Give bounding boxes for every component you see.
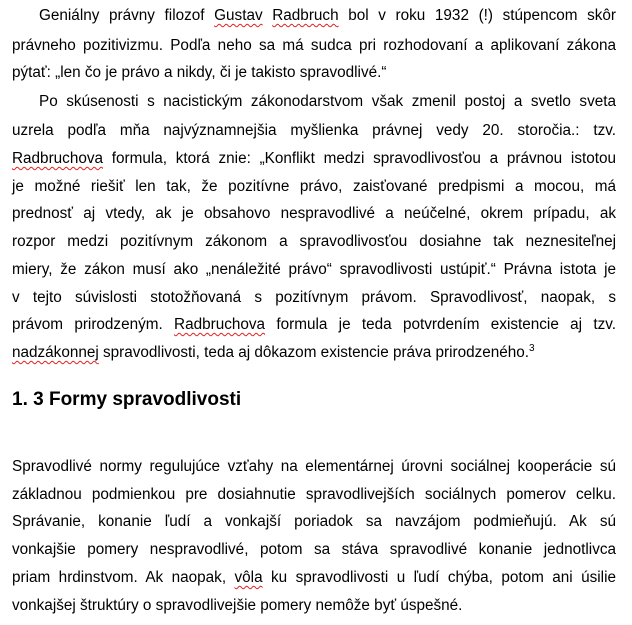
paragraph3-line3: Správanie, konanie ľudí a vonkajší poriadok sa navzájom podmieňujú. Ak sú bbox=[12, 513, 616, 530]
spellcheck-word: vôla bbox=[234, 569, 263, 586]
text-run bbox=[263, 7, 273, 24]
paragraph2-line5: prednosť aj vtedy, ak je obsahovo nespravodlivé a neúčelné, okrem prípadu, ak bbox=[12, 205, 616, 222]
paragraph2-line2: uzrela podľa mňa najvýznamnejšia myšlienka právnej vedy 20. storočia.: tzv. bbox=[12, 122, 616, 139]
text-run: formula, ktorá znie: „Konflikt medzi spravodlivosťou a právnou istotou bbox=[103, 150, 616, 167]
section-heading: 1. 3 Formy spravodlivosti bbox=[12, 389, 242, 410]
spellcheck-word: nadzákonnej bbox=[12, 344, 99, 361]
paragraph2-line9 bbox=[12, 314, 616, 336]
text-run: formula je teda potvrdením existencie aj tzv. bbox=[265, 316, 617, 333]
footnote-reference[interactable]: 3 bbox=[529, 343, 535, 354]
paragraph1-line3: pýtať: „len čo je právo a nikdy, či je takisto spravodlivé.“ bbox=[12, 64, 387, 81]
text-run: ku spravodlivosti u ľudí chýba, potom ani úsilie bbox=[262, 569, 616, 586]
text-run: priam hrdinstvom. Ak naopak, bbox=[12, 569, 235, 586]
paragraph2-line8: v tejto súvislosti stotožňovaná s pozitívnym právom. Spravodlivosť, naopak, s bbox=[12, 289, 616, 306]
spellcheck-word: Radbruchova bbox=[12, 150, 103, 167]
text-run: bol v roku 1932 (!) stúpencom skôr bbox=[338, 7, 617, 24]
paragraph2-line1: Po skúsenosti s nacistickým zákonodarstvom však zmenil postoj a svetlo sveta bbox=[39, 93, 616, 110]
paragraph3-line2: základnou podmienkou pre dosiahnutie spravodlivejších sociálnych pomerov celku. bbox=[12, 486, 616, 503]
spellcheck-word: Gustav bbox=[214, 7, 263, 24]
text-run: spravodlivosti, teda aj dôkazom existencie práva prirodzeného. bbox=[98, 344, 530, 361]
paragraph3-line6: vonkajšej štruktúry o spravodlivejšie pomery nemôže byť úspešné. bbox=[12, 597, 463, 614]
paragraph1-line2: právneho pozitivizmu. Podľa neho sa má sudca pri rozhodovaní a aplikovaní zákona bbox=[12, 37, 616, 54]
paragraph3-line5 bbox=[12, 567, 616, 589]
paragraph2-line10 bbox=[12, 342, 616, 364]
text-run: právom prirodzeným. bbox=[12, 316, 175, 333]
text-run: Geniálny právny filozof bbox=[39, 7, 215, 24]
paragraph2-line7: miery, že zákon musí ako „nenáležité právo“ spravodlivosti ustúpiť.“ Právna istota je bbox=[12, 261, 616, 278]
paragraph2-line3 bbox=[12, 148, 616, 170]
paragraph2-line4: je možné riešiť len tak, že pozitívne právo, zaisťované predpismi a mocou, má bbox=[12, 178, 616, 195]
paragraph3-line1: Spravodlivé normy regulujúce vzťahy na elementárnej úrovni sociálnej kooperácie sú bbox=[12, 458, 616, 475]
spellcheck-word: Radbruchova bbox=[174, 316, 266, 333]
paragraph3-line4: vonkajšie pomery nespravodlivé, potom sa stáva spravodlivé konanie jednotlivca bbox=[12, 541, 616, 558]
paragraph1-line1 bbox=[39, 5, 616, 27]
spellcheck-word: Radbruch bbox=[272, 7, 339, 24]
paragraph2-line6: rozpor medzi pozitívnym zákonom a spravodlivosťou dosiahne tak neznesiteľnej bbox=[12, 233, 616, 250]
